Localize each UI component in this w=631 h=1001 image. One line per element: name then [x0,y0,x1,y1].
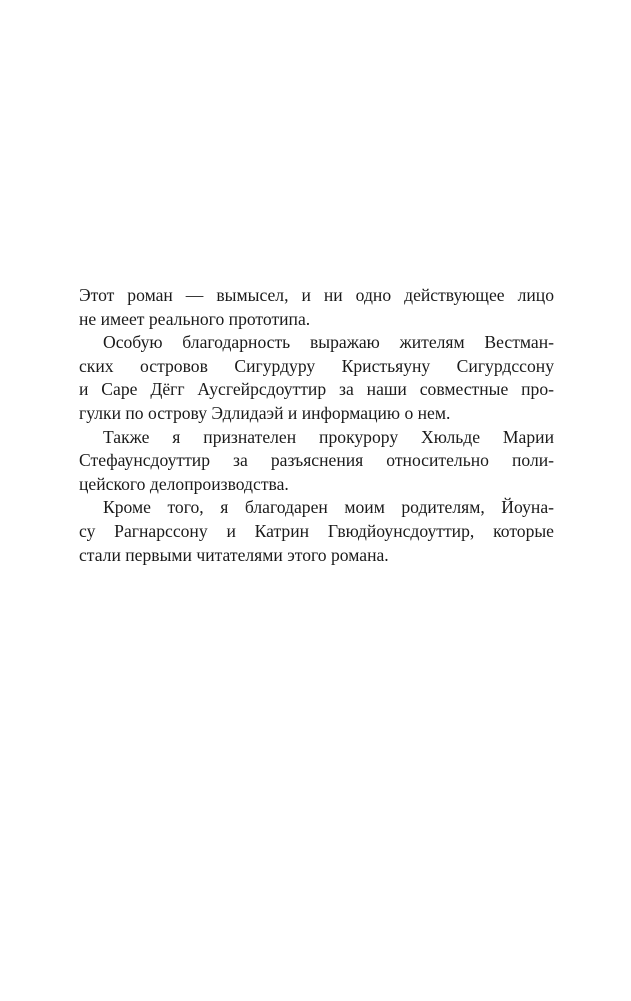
text-line: и Саре Дёгг Аусгейрсдоуттир за наши совместные про- [79,379,554,400]
paragraph-disclaimer [79,284,554,331]
text-line: не имеет реального прототипа. [79,308,311,329]
paragraph-thanks-parents [79,496,554,567]
text-line: Этот роман — вымысел, и ни одно действующее лицо [79,285,554,305]
text-line: Особую благодарность выражаю жителям Вестман- [103,332,554,353]
text-line: Кроме того, я благодарен моим родителям, Йоуна- [103,497,554,518]
text-line: ских островов Сигурдуру Кристьяуну Сигурдссону [79,355,554,376]
text-line: Также я признателен прокурору Хюльде Марии [103,426,554,447]
text-line: гулки по острову Эдлидаэй и информацию о нем. [79,402,451,423]
text-line: стали первыми читателями этого романа. [79,544,389,565]
text-line: су Рагнарссону и Катрин Гвюдйоунсдоуттир, которые [79,520,554,541]
paragraph-thanks-prosecutor [79,426,554,497]
text-line: Стефаунсдоуттир за разъяснения относительно поли- [79,450,554,471]
text-line: цейского делопроизводства. [79,473,289,494]
paragraph-thanks-islands [79,331,554,425]
acknowledgements-text [79,284,554,567]
